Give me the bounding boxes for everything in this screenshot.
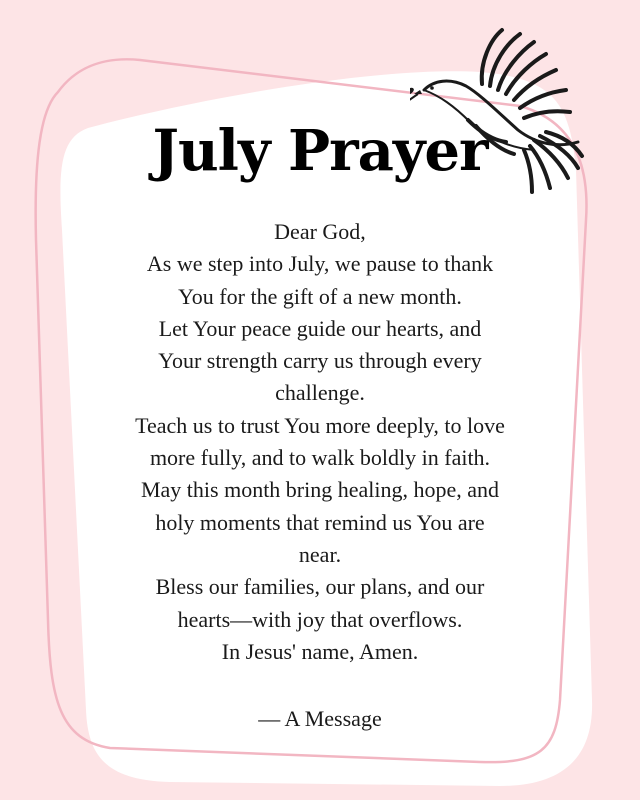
prayer-line: Teach us to trust You more deeply, to love	[135, 412, 505, 438]
prayer-line: Dear God,	[274, 219, 366, 244]
signature: — A Message	[258, 706, 382, 731]
prayer-line: more fully, and to walk boldly in faith.	[149, 445, 491, 471]
prayer-text	[90, 216, 550, 668]
prayer-line: May this month bring healing, hope, and	[140, 477, 500, 503]
prayer-line: holy moments that remind us You are	[155, 509, 485, 535]
prayer-line: near.	[298, 541, 342, 567]
prayer-line: Bless our families, our plans, and our	[155, 574, 485, 600]
prayer-line: hearts—with joy that overflows.	[177, 606, 463, 632]
prayer-line: challenge.	[275, 380, 365, 406]
dove-with-olive-branch-icon	[410, 22, 590, 202]
prayer-line: Let Your peace guide our hearts, and	[158, 315, 482, 341]
prayer-line: As we step into July, we pause to thank	[146, 251, 494, 277]
page-title: July Prayer	[152, 118, 488, 184]
prayer-line: Your strength carry us through every	[158, 348, 482, 374]
prayer-line: In Jesus' name, Amen.	[221, 638, 419, 664]
prayer-line: You for the gift of a new month.	[178, 283, 462, 309]
